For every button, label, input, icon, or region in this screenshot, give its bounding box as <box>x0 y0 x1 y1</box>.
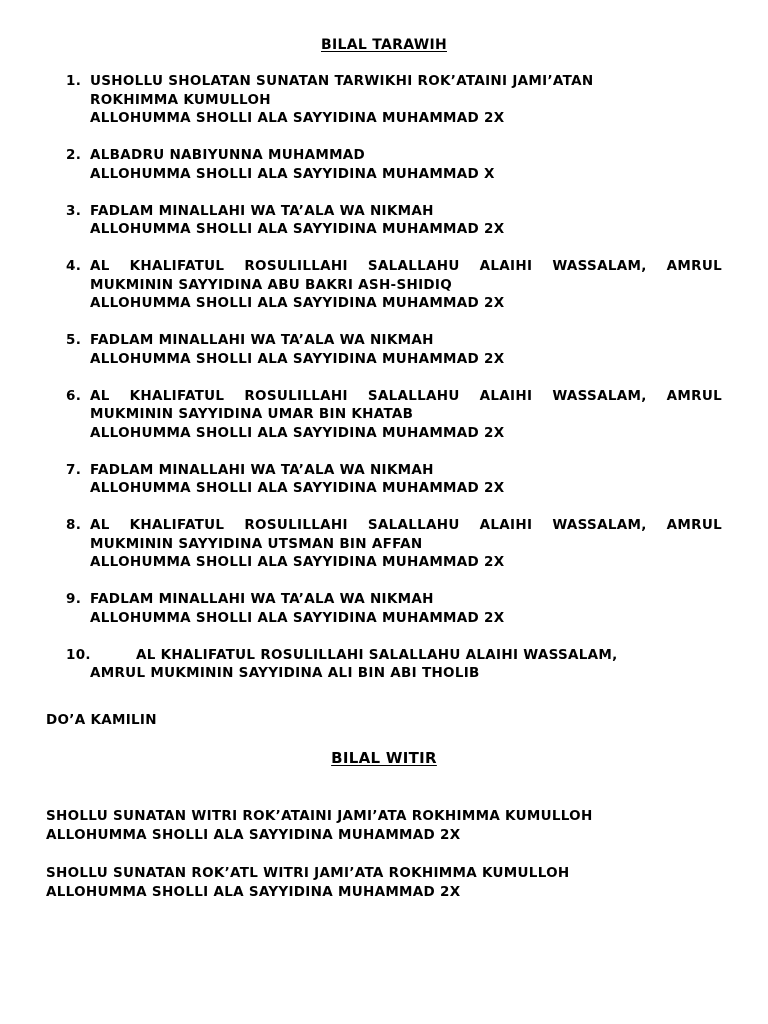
item-refrain: ALLOHUMMA SHOLLI ALA SAYYIDINA MUHAMMAD 2X <box>90 110 505 126</box>
item-line: AL KHALIFATUL ROSULILLAHI SALALLAHU ALAIHI WASSALAM, AMRUL <box>90 387 722 404</box>
tarawih-list <box>66 72 722 701</box>
witir-refrain: ALLOHUMMA SHOLLI ALA SAYYIDINA MUHAMMAD 2X <box>46 827 461 843</box>
item-line: MUKMININ SAYYIDINA ABU BAKRI ASH-SHIDIQ <box>90 276 453 293</box>
list-item <box>66 646 722 683</box>
witir-line: SHOLLU SUNATAN WITRI ROK’ATAINI JAMI’ATA ROKHIMMA KUMULLOH <box>46 808 593 824</box>
item-refrain: ALLOHUMMA SHOLLI ALA SAYYIDINA MUHAMMAD 2X <box>90 424 505 441</box>
list-item <box>66 202 722 239</box>
item-number: 7. <box>66 461 82 478</box>
item-refrain: ALLOHUMMA SHOLLI ALA SAYYIDINA MUHAMMAD 2X <box>90 350 505 367</box>
item-line: FADLAM MINALLAHI WA TA’ALA WA NIKMAH <box>90 591 434 607</box>
item-number: 4. <box>66 258 82 274</box>
list-item <box>66 516 722 572</box>
list-item <box>66 387 722 443</box>
item-number: 2. <box>66 147 82 163</box>
list-item <box>66 461 722 498</box>
item-line: FADLAM MINALLAHI WA TA’ALA WA NIKMAH <box>90 202 434 219</box>
item-line: ROKHIMMA KUMULLOH <box>90 91 271 108</box>
list-item <box>66 331 722 368</box>
item-line: USHOLLU SHOLATAN SUNATAN TARWIKHI ROK’ATAINI JAMI’ATAN <box>90 73 594 89</box>
item-line: AL KHALIFATUL ROSULILLAHI SALALLAHU ALAIHI WASSALAM, AMRUL <box>90 258 722 274</box>
item-line: AL KHALIFATUL ROSULILLAHI SALALLAHU ALAIHI WASSALAM, AMRUL <box>90 517 722 533</box>
witir-title: BILAL WITIR <box>331 749 437 767</box>
item-first-line <box>66 646 722 665</box>
item-refrain: ALLOHUMMA SHOLLI ALA SAYYIDINA MUHAMMAD 2X <box>90 480 505 496</box>
closing-prayer: DO’A KAMILIN <box>46 712 157 728</box>
list-item <box>66 590 722 627</box>
item-line: FADLAM MINALLAHI WA TA’ALA WA NIKMAH <box>90 332 434 348</box>
list-item <box>66 146 722 183</box>
item-number: 10. <box>66 646 91 663</box>
tarawih-title: BILAL TARAWIH <box>321 37 447 53</box>
item-line: MUKMININ SAYYIDINA UTSMAN BIN AFFAN <box>90 535 423 552</box>
item-number: 1. <box>66 73 82 89</box>
item-number: 9. <box>66 591 82 607</box>
item-line: AL KHALIFATUL ROSULILLAHI SALALLAHU ALAIHI WASSALAM, <box>136 646 618 663</box>
item-number: 8. <box>66 517 82 533</box>
item-refrain: ALLOHUMMA SHOLLI ALA SAYYIDINA MUHAMMAD 2X <box>90 554 505 570</box>
witir-line: SHOLLU SUNATAN ROK’ATL WITRI JAMI’ATA ROKHIMMA KUMULLOH <box>46 865 570 881</box>
list-item <box>66 72 722 128</box>
item-number: 6. <box>66 387 82 404</box>
item-number: 3. <box>66 202 82 219</box>
list-item <box>66 257 722 313</box>
item-line: ALBADRU NABIYUNNA MUHAMMAD <box>90 147 366 163</box>
item-refrain: ALLOHUMMA SHOLLI ALA SAYYIDINA MUHAMMAD 2X <box>90 295 505 311</box>
item-line: FADLAM MINALLAHI WA TA’ALA WA NIKMAH <box>90 461 434 478</box>
item-refrain: ALLOHUMMA SHOLLI ALA SAYYIDINA MUHAMMAD 2X <box>90 221 505 237</box>
item-refrain: ALLOHUMMA SHOLLI ALA SAYYIDINA MUHAMMAD 2X <box>90 609 505 626</box>
witir-refrain: ALLOHUMMA SHOLLI ALA SAYYIDINA MUHAMMAD 2X <box>46 884 461 900</box>
item-line: AMRUL MUKMININ SAYYIDINA ALI BIN ABI THOLIB <box>90 665 480 681</box>
item-number: 5. <box>66 332 82 348</box>
item-line: MUKMININ SAYYIDINA UMAR BIN KHATAB <box>90 406 414 422</box>
item-refrain: ALLOHUMMA SHOLLI ALA SAYYIDINA MUHAMMAD X <box>90 165 495 182</box>
